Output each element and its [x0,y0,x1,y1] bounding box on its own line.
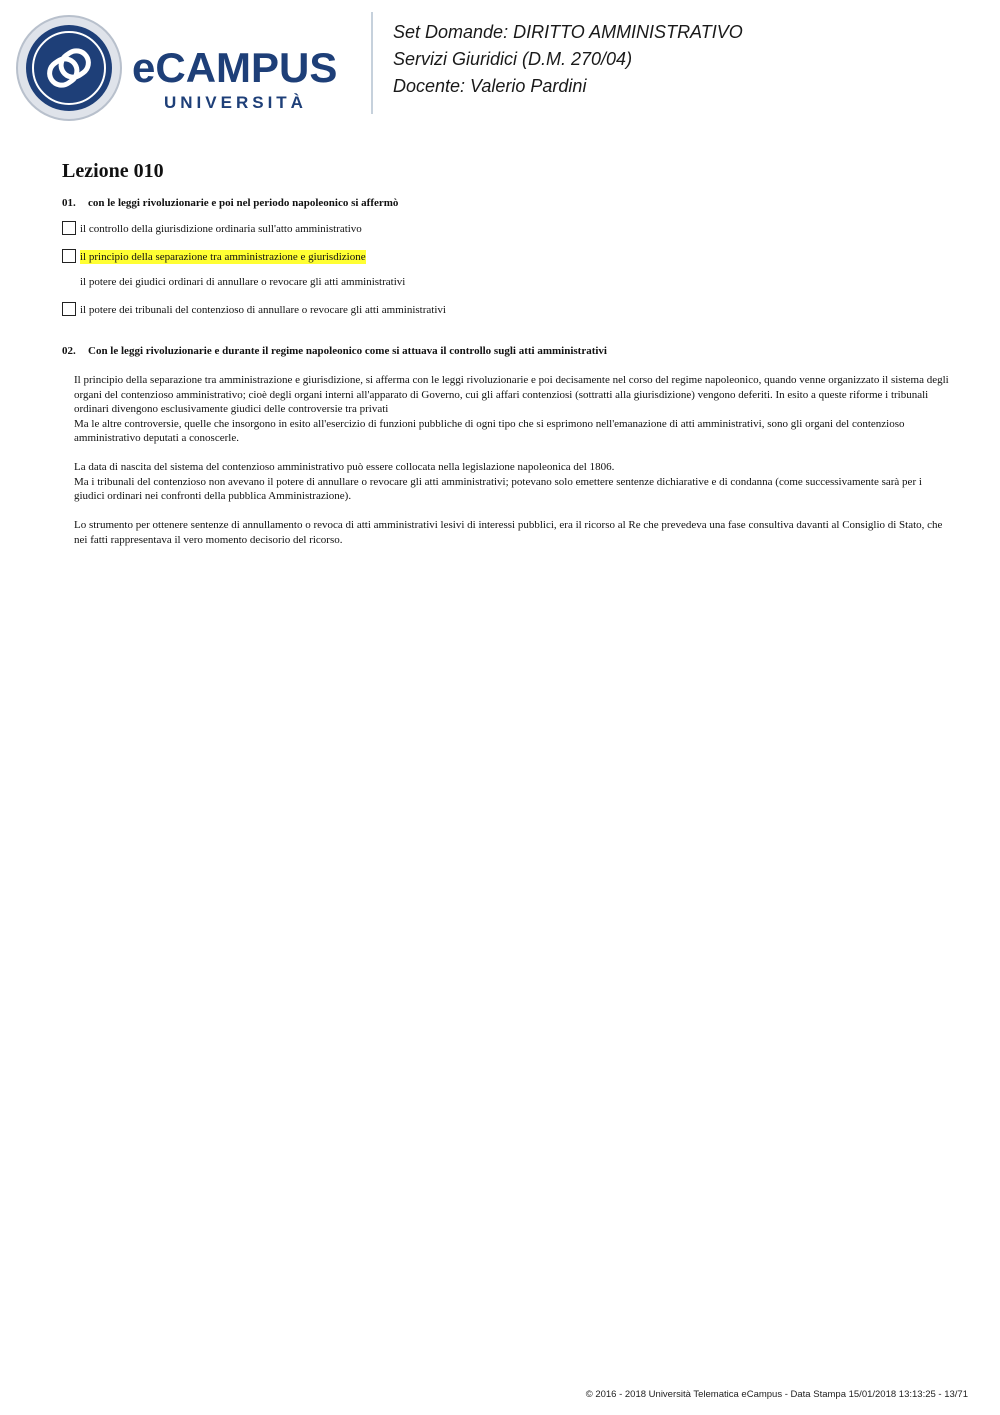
question-2 [62,345,607,357]
option-checkbox[interactable] [62,302,76,316]
course-teacher: Docente: Valerio Pardini [393,76,587,96]
answer-paragraph: Il principio della separazione tra amministrazione e giurisdizione, si afferma con le leggi rivoluzionarie e poi decisamente nel corso del regime napoleonico, quando venne organizzato il sistema degli organi del contenzioso amministrativo; cioè degli organi interni all'apparato di Governo, cui gli affari contenziosi (sottratti alla giurisdizione) vengono deferiti. In esito a queste riforme i tribunali ordinari divengono esclusivamente giudici delle controversie tra privati [74,374,949,415]
logo-subtitle: UNIVERSITÀ [164,93,307,112]
page-footer: © 2016 - 2018 Università Telematica eCampus - Data Stampa 15/01/2018 13:13:25 - 13/71 [585,1389,968,1400]
answer-paragraph: Ma le altre controversie, quelle che insorgono in esito all'esercizio di funzioni pubbliche di ogni tipo che si esprimono nell'emanazione di atti amministrativi, sono gli organi del contenzioso amministrativo deputati a conoscerle. [74,417,905,444]
option-checkbox[interactable] [62,249,76,263]
course-program: Servizi Giuridici (D.M. 270/04) [393,49,633,69]
logo-word: eCAMPUS [132,44,338,91]
option-text: il potere dei tribunali del contenzioso di annullare o revocare gli atti amministrativi [80,304,446,316]
question-1-text: con le leggi rivoluzionarie e poi nel periodo napoleonico si affermò [88,197,399,209]
answer-paragraph: Ma i tribunali del contenzioso non avevano il potere di annullare o revocare gli atti amministrativi; potevano solo emettere sentenze dichiarative e di condanna (come successivamente sarà per i giudici ordinari nei confronti della pubblica Amministrazione). [74,475,922,502]
ecampus-logo [14,14,359,122]
header-divider [371,12,373,114]
course-title: Set Domande: DIRITTO AMMINISTRATIVO [393,22,743,42]
answer-block [74,373,954,547]
option-text: il potere dei giudici ordinari di annullare o revocare gli atti amministrativi [80,276,406,288]
option-checkbox[interactable] [62,221,76,235]
answer-paragraph: La data di nascita del sistema del contenzioso amministrativo può essere collocata nella legislazione napoleonica del 1806. [74,461,615,473]
answer-paragraph: Lo strumento per ottenere sentenze di annullamento o revoca di atti amministrativi lesivi di interessi pubblici, era il ricorso al Re che prevedeva una fase consultiva davanti al Consiglio di Stato, che nei fatti rappresentava il vero momento decisorio del ricorso. [74,519,943,546]
question-2-number: 02. [62,345,76,357]
question-1-number: 01. [62,197,76,209]
lesson-title: Lezione 010 [62,160,164,182]
question-2-text: Con le leggi rivoluzionarie e durante il regime napoleonico come si attuava il controllo sugli atti amministrativi [88,345,607,357]
question-1 [62,197,398,209]
option-text-highlighted: il principio della separazione tra amministrazione e giurisdizione [80,251,366,263]
course-header [393,19,743,100]
option-text: il controllo della giurisdizione ordinaria sull'atto amministrativo [80,223,362,235]
